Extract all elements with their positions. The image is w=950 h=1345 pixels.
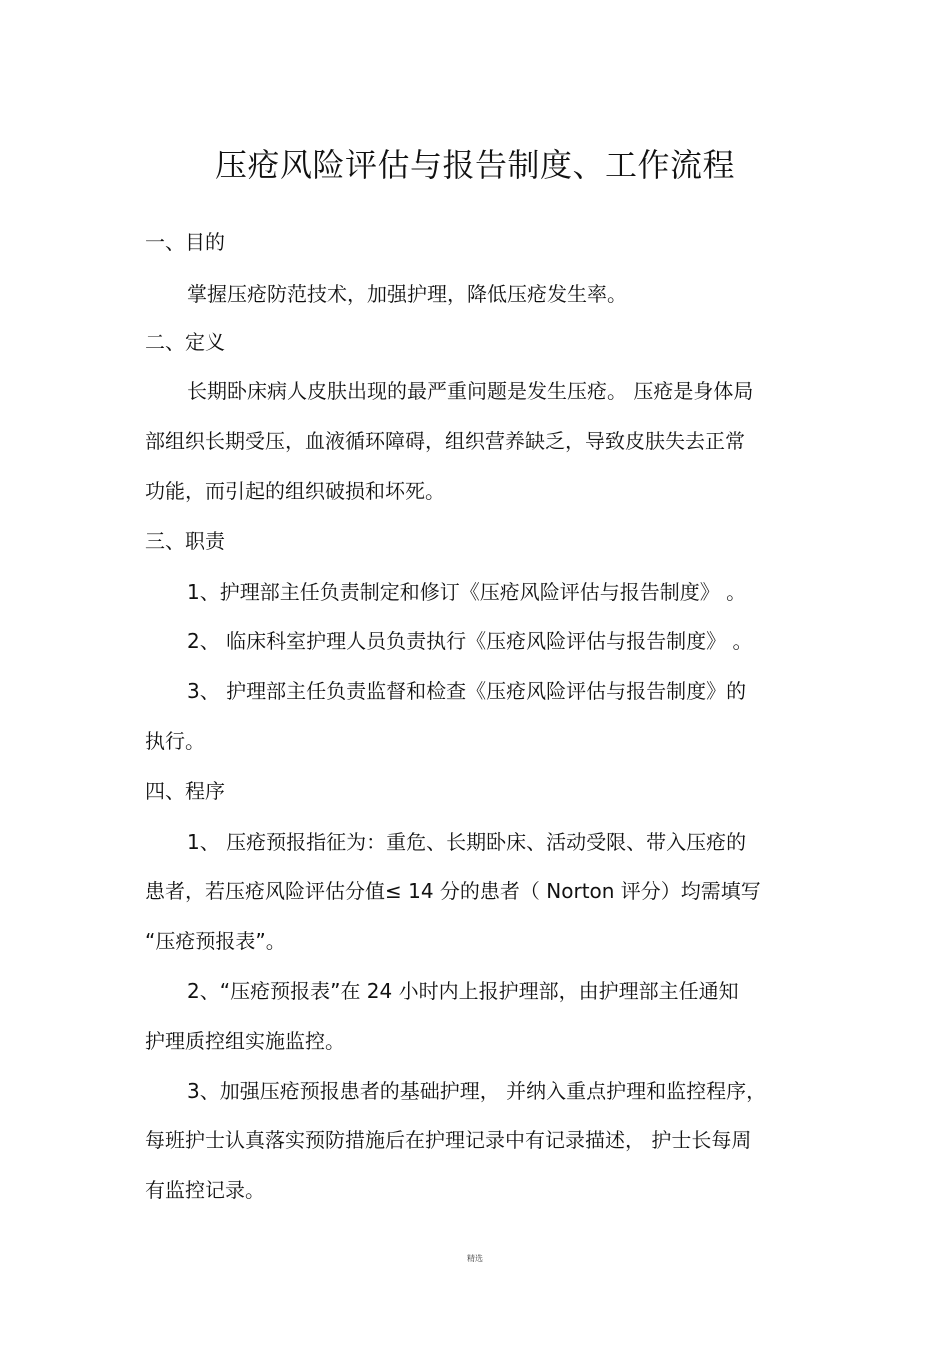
section-heading-purpose: 一、目的 (145, 230, 225, 254)
list-item: 3、 护理部主任负责监督和检查《压疮风险评估与报告制度》的 (187, 679, 747, 703)
page-footer: 精选 (467, 1254, 483, 1263)
list-item: 3、加强压疮预报患者的基础护理， 并纳入重点护理和监控程序， (187, 1079, 767, 1103)
list-item: 1、护理部主任负责制定和修订《压疮风险评估与报告制度》 。 (187, 580, 747, 604)
paragraph-line: 护理质控组实施监控。 (145, 1029, 345, 1053)
page-title: 压疮风险评估与报告制度、工作流程 (214, 146, 735, 185)
paragraph-line: 功能，而引起的组织破损和坏死。 (145, 479, 445, 503)
paragraph-line: 长期卧床病人皮肤出现的最严重问题是发生压疮。 压疮是身体局 (187, 379, 754, 403)
list-item: 1、 压疮预报指征为：重危、长期卧床、活动受限、带入压疮的 (187, 830, 747, 854)
section-heading-procedure: 四、程序 (145, 779, 225, 803)
list-item: 2、“压疮预报表”在 24 小时内上报护理部，由护理部主任通知 (187, 979, 739, 1003)
paragraph-line: 掌握压疮防范技术，加强护理，降低压疮发生率。 (187, 282, 627, 306)
paragraph-line: 执行。 (145, 729, 205, 753)
list-item: 2、 临床科室护理人员负责执行《压疮风险评估与报告制度》 。 (187, 629, 753, 653)
paragraph-line: 部组织长期受压，血液循环障碍，组织营养缺乏，导致皮肤失去正常 (145, 429, 745, 453)
paragraph-line: 每班护士认真落实预防措施后在护理记录中有记录描述， 护士长每周 (145, 1128, 752, 1152)
paragraph-line: 有监控记录。 (145, 1178, 265, 1202)
section-heading-responsibility: 三、职责 (145, 529, 225, 553)
section-heading-definition: 二、定义 (145, 330, 225, 354)
paragraph-line: 患者，若压疮风险评估分值≤ 14 分的患者（ Norton 评分）均需填写 (145, 879, 761, 903)
paragraph-line: “压疮预报表”。 (145, 929, 286, 953)
